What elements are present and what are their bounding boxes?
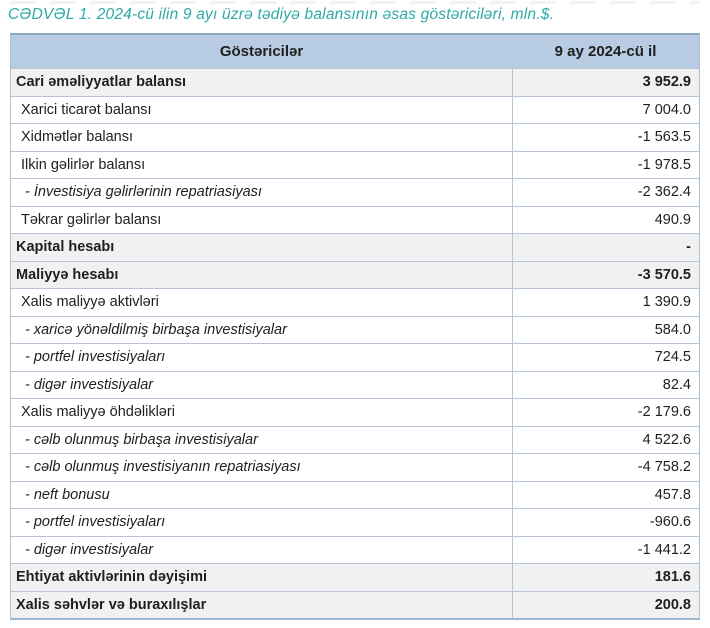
row-label: - xaricə yönəldilmiş birbaşa investisiyalar (25, 321, 287, 338)
row-value: - (512, 234, 699, 261)
row-value: 584.0 (512, 317, 699, 344)
table-row (11, 206, 699, 234)
row-value: 1 390.9 (512, 289, 699, 316)
table-row (11, 426, 699, 454)
column-header-period: 9 ay 2024-cü il (554, 43, 657, 60)
table-row (11, 233, 699, 261)
row-value: 457.8 (512, 482, 699, 509)
table-row (11, 398, 699, 426)
row-label: - İnvestisiya gəlirlərinin repatriasiyası (25, 184, 262, 201)
row-label: Xarici ticarət balansı (21, 101, 152, 118)
table-header-row (11, 35, 699, 68)
row-label: - digər investisiyalar (25, 376, 154, 393)
row-label: - portfel investisiyaları (25, 349, 166, 366)
row-label: Cari əməliyyatlar balansı (16, 74, 187, 91)
row-label: Xidmətlər balansı (21, 129, 134, 146)
table-row (11, 288, 699, 316)
row-value: -2 362.4 (512, 179, 699, 206)
row-label: İlkin gəlirlər balansı (21, 156, 146, 173)
row-value: 724.5 (512, 344, 699, 371)
table-row (11, 481, 699, 509)
row-label: - cəlb olunmuş investisiyanın repatriasiyası (25, 459, 301, 476)
row-value: -1 563.5 (512, 124, 699, 151)
table-body (11, 68, 699, 618)
table-row (11, 68, 699, 96)
cropped-text-artifact (10, 1, 700, 4)
row-label: Xalis səhvlər və buraxılışlar (16, 596, 207, 613)
row-value: -4 758.2 (512, 454, 699, 481)
row-value: -1 441.2 (512, 537, 699, 564)
row-value: -2 179.6 (512, 399, 699, 426)
table-row (11, 591, 699, 619)
row-value: -3 570.5 (512, 262, 699, 289)
table-row (11, 316, 699, 344)
table-row (11, 343, 699, 371)
row-label: Kapital hesabı (16, 239, 115, 256)
table-row (11, 261, 699, 289)
balance-of-payments-table (10, 33, 700, 620)
row-label: Maliyyə hesabı (16, 266, 119, 283)
row-label: - neft bonusu (25, 486, 110, 503)
column-header-indicators: Göstəricilər (219, 43, 304, 60)
row-label: - portfel investisiyaları (25, 514, 166, 531)
row-value: 3 952.9 (512, 69, 699, 96)
row-label: Ehtiyat aktivlərinin dəyişimi (16, 569, 207, 586)
row-label: Xalis maliyyə öhdəlikləri (21, 404, 175, 421)
table-row (11, 453, 699, 481)
row-value: 7 004.0 (512, 97, 699, 124)
row-label: - cəlb olunmuş birbaşa investisiyalar (25, 431, 258, 448)
table-row (11, 151, 699, 179)
table-title: CƏDVƏL 1. 2024-cü ilin 9 ayı üzrə tədiyə balansının əsas göstəriciləri, mln.$. (8, 6, 555, 23)
table-row (11, 178, 699, 206)
row-label: - digər investisiyalar (25, 541, 154, 558)
table-row (11, 536, 699, 564)
row-value: 82.4 (512, 372, 699, 399)
row-value: 490.9 (512, 207, 699, 234)
table-row (11, 123, 699, 151)
row-value: 181.6 (512, 564, 699, 591)
row-value: -960.6 (512, 509, 699, 536)
row-value: -1 978.5 (512, 152, 699, 179)
table-row (11, 96, 699, 124)
row-label: Təkrar gəlirlər balansı (21, 211, 162, 228)
table-row (11, 563, 699, 591)
row-value: 200.8 (512, 592, 699, 619)
row-label: Xalis maliyyə aktivləri (21, 294, 159, 311)
table-row (11, 371, 699, 399)
row-value: 4 522.6 (512, 427, 699, 454)
table-row (11, 508, 699, 536)
